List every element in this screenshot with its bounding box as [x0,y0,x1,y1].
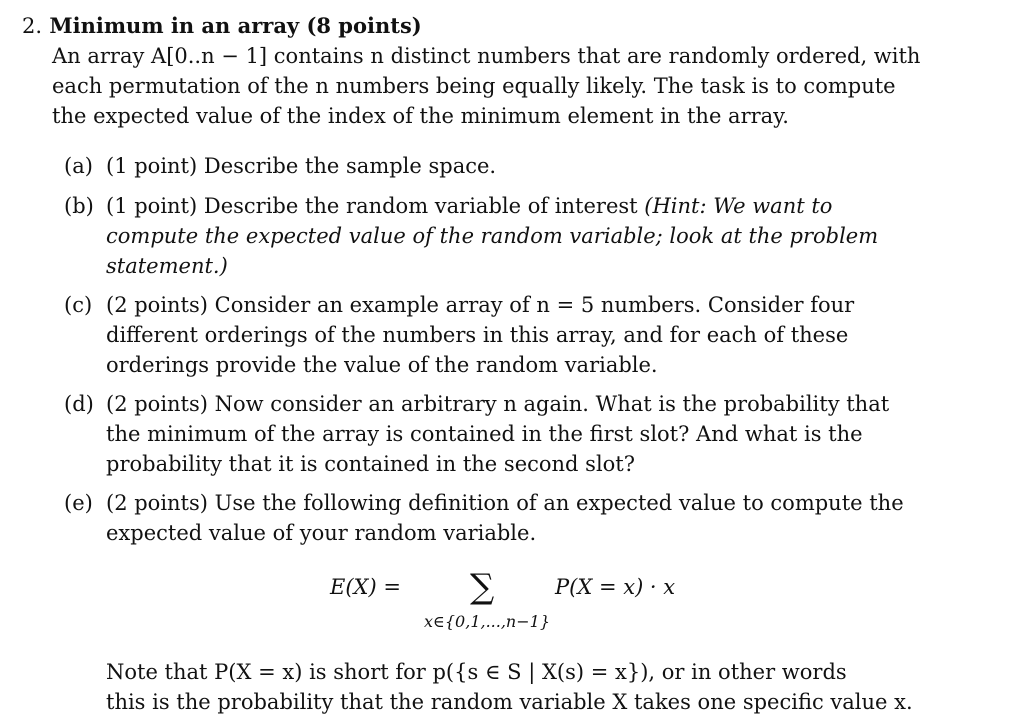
part-e-label: (e) [64,491,93,515]
part-d-line-3: probability that it is contained in the second slot? [106,452,635,476]
part-d-line-2: the minimum of the array is contained in the first slot? And what is the [106,422,863,446]
part-b-hint-start: (Hint: We want to [644,194,833,218]
note-line-1: Note that P(X = x) is short for p({s ∈ S | X(s) = x}), or in other words [106,660,847,684]
problem-heading [22,12,422,40]
part-b-label: (b) [64,194,94,218]
part-c-label: (c) [64,293,93,317]
intro-line-3: the expected value of the index of the minimum element in the array. [52,104,789,128]
part-d-label: (d) [64,392,94,416]
part-d-line-1: (2 points) Now consider an arbitrary n again. What is the probability that [106,392,890,416]
part-b-line-2: compute the expected value of the random variable; look at the problem [106,224,879,248]
formula-subscript: x∈{0,1,...,n−1} [424,612,550,631]
formula-rhs: P(X = x) · x [555,575,676,599]
part-e-line-1: (2 points) Use the following definition of an expected value to compute the [106,491,904,515]
part-c-line-2: different orderings of the numbers in this array, and for each of these [106,323,849,347]
part-e-line-2: expected value of your random variable. [106,521,537,545]
part-a-label: (a) [64,154,93,178]
summation-symbol: ∑ [470,567,495,607]
intro-line-2: each permutation of the n numbers being equally likely. The task is to compute [52,74,896,98]
problem-number: 2. [22,14,43,38]
part-c-line-1: (2 points) Consider an example array of n = 5 numbers. Consider four [106,293,855,317]
part-c-line-3: orderings provide the value of the random variable. [106,353,658,377]
part-b-line-3: statement.) [106,254,228,278]
part-b-text: (1 point) Describe the random variable of interest [106,194,638,218]
formula-lhs: E(X) = [330,575,401,599]
part-b-line-1 [106,192,832,220]
problem-title: Minimum in an array (8 points) [49,13,422,38]
part-a-line-1: (1 point) Describe the sample space. [106,154,497,178]
note-line-2: this is the probability that the random variable X takes one specific value x. [106,690,913,714]
intro-line-1: An array A[0..n − 1] contains n distinct numbers that are randomly ordered, with [52,44,921,68]
